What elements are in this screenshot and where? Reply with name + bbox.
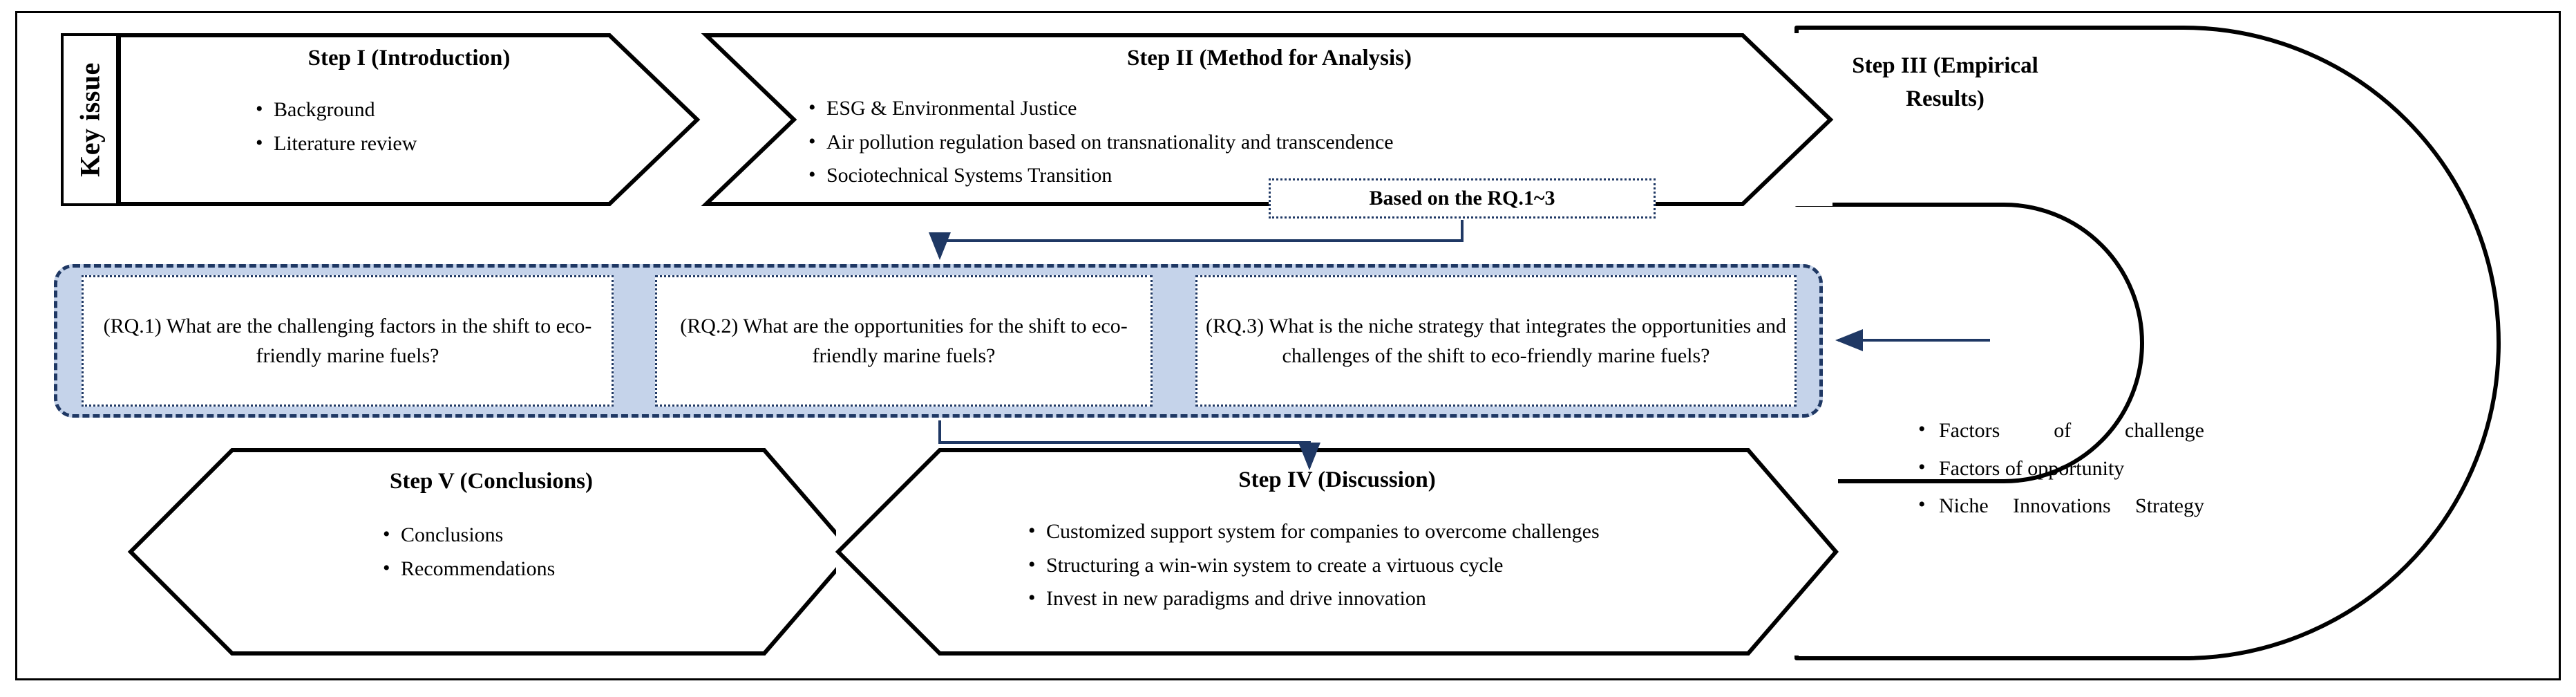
step-2-title: Step II (Method for Analysis): [1127, 46, 1412, 71]
list-item: • Literature review: [250, 129, 417, 159]
list-item: • Structuring a win-win system to create a virtuous cycle: [1023, 551, 1776, 581]
step-5-bullets: [377, 521, 555, 588]
step-4-bullets: [1023, 517, 1776, 618]
list-item: • ESG & Environmental Justice: [803, 94, 1394, 124]
step-3-title: Step III (Empirical Results): [1852, 53, 2038, 111]
step-4-title: Step IV (Discussion): [1238, 467, 1436, 492]
research-question-rq1: [82, 275, 614, 407]
research-question-rq3: [1195, 275, 1797, 407]
step-1-block: [119, 33, 699, 206]
step-1-bullets: [250, 95, 417, 162]
list-item: • Air pollution regulation based on transnationality and transcendence: [803, 128, 1394, 158]
list-item: • Background: [250, 95, 417, 125]
step-5-title: Step V (Conclusions): [389, 469, 594, 494]
list-item: • Niche Innovations Strategy: [1914, 490, 2204, 523]
key-issue-label: Key issue: [74, 62, 106, 177]
step-3-bullets: [1914, 415, 2204, 528]
list-item: • Factors of opportunity: [1914, 453, 2204, 485]
rq-note-box: Based on the RQ.1~3: [1269, 178, 1656, 219]
key-issue-box: [61, 33, 119, 206]
step-5-block: [129, 448, 854, 656]
list-item: • Invest in new paradigms and drive innovation: [1023, 584, 1776, 614]
list-item: • Sociotechnical Systems Transition: [803, 161, 1394, 191]
step-1-title: Step I (Introduction): [307, 46, 511, 71]
list-item: • Customized support system for companies to overcome challenges: [1023, 517, 1776, 547]
rq3-text: (RQ.3) What is the niche strategy that integrates the opportunities and challenges of the shift to eco-friendly marine fuels?: [1205, 314, 1787, 367]
step-4-block: [836, 448, 1838, 656]
step-3-rounded-shape: [1797, 25, 2501, 661]
list-item: • Recommendations: [377, 555, 555, 584]
list-item: • Factors of challenge: [1914, 415, 2204, 447]
rq1-text: (RQ.1) What are the challenging factors in the shift to eco-friendly marine fuels?: [103, 314, 592, 367]
step-3-block: [1797, 25, 2501, 661]
research-question-rq2: [655, 275, 1153, 407]
rq2-text: (RQ.2) What are the opportunities for the shift to eco-friendly marine fuels?: [680, 314, 1128, 367]
list-item: • Conclusions: [377, 521, 555, 550]
